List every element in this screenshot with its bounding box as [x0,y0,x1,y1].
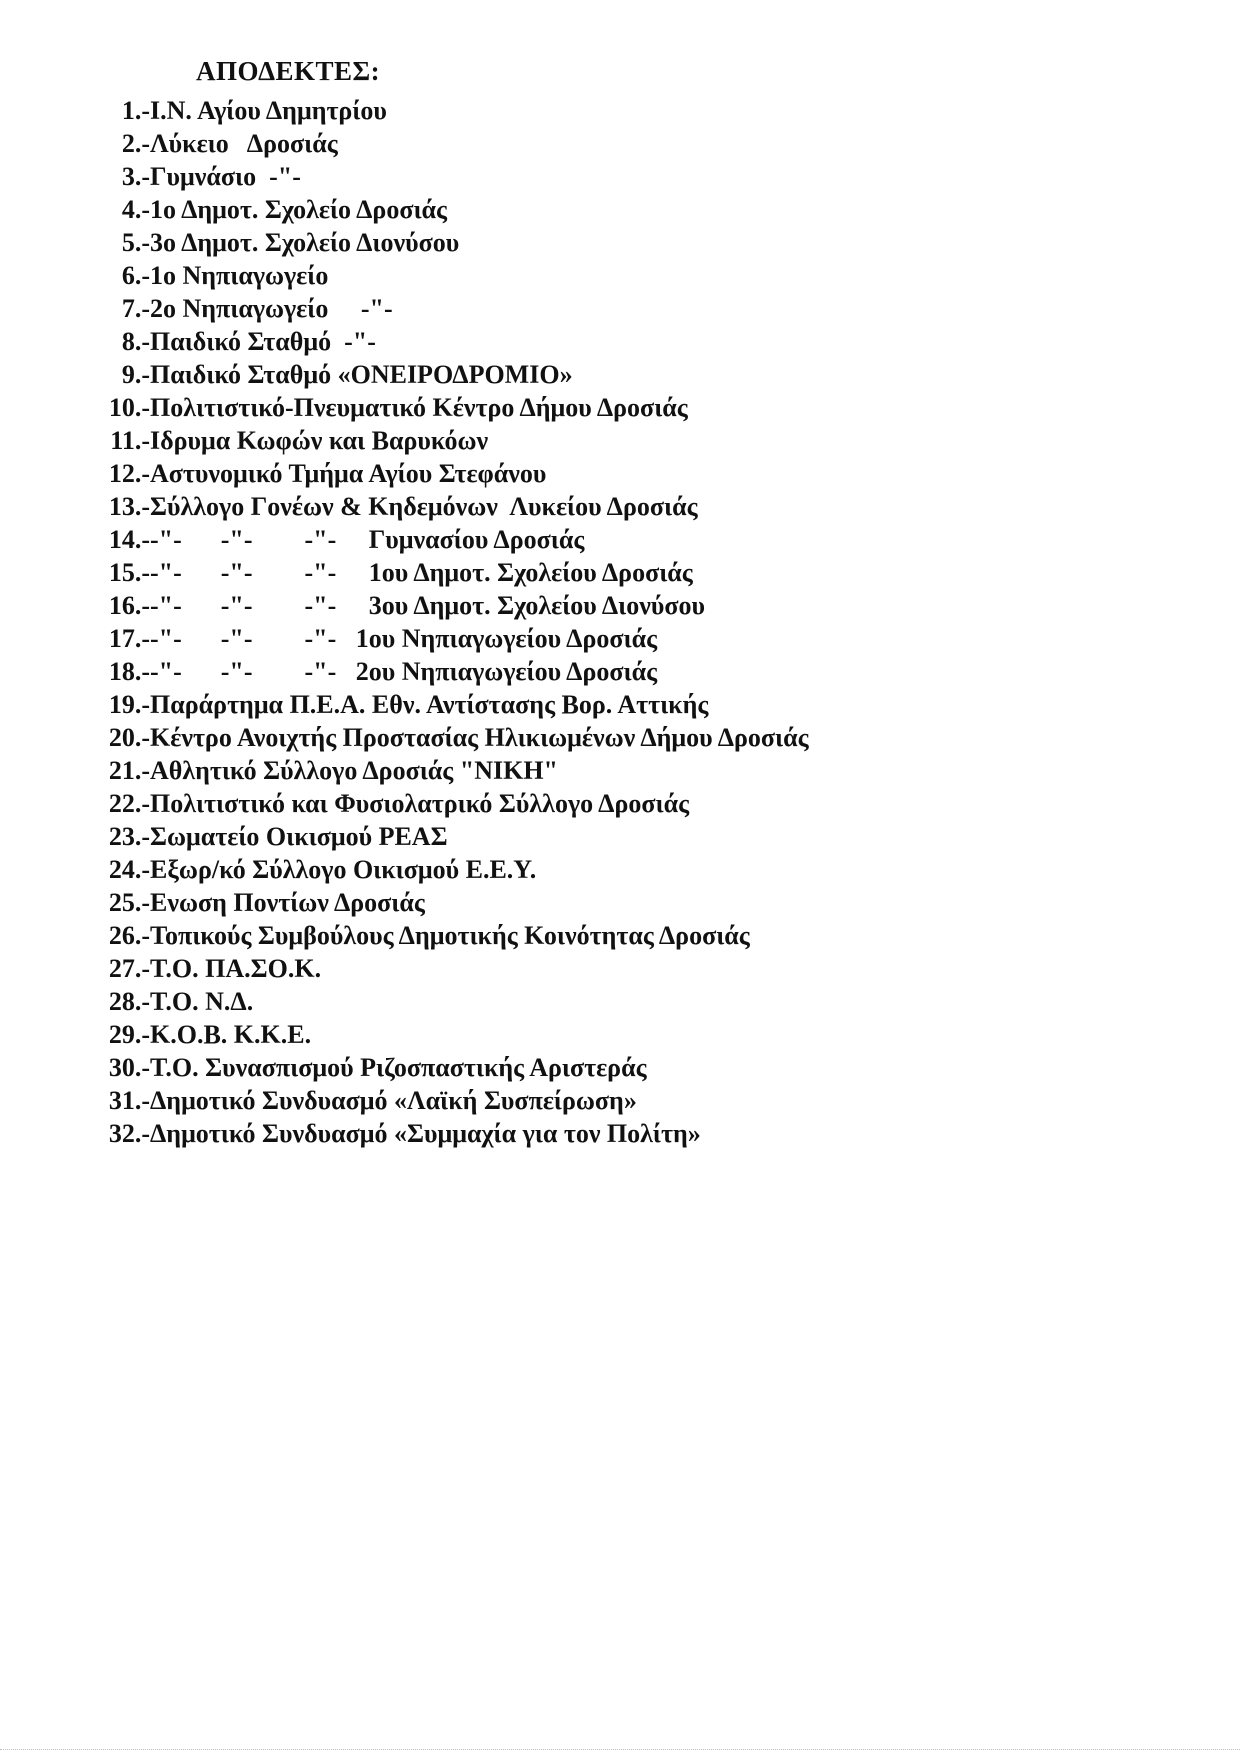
recipient-item [88,292,809,325]
recipient-number: 18.- [108,656,150,686]
recipient-number: 29.- [108,1019,150,1049]
recipient-number: 1.- [121,95,150,125]
recipient-name: 2ο Νηπιαγωγείο -"- [150,293,393,323]
recipient-name: Δημοτικό Συνδυασμό «Συμμαχία για τον Πολίτη» [150,1118,701,1148]
recipient-number: 15.- [108,557,150,587]
recipient-name: 1ο Νηπιαγωγείο [150,260,329,290]
recipient-name: Πολιτιστικό και Φυσιολατρικό Σύλλογο Δροσιάς [150,788,690,818]
recipient-name: -"- -"- -"- 3ου Δημοτ. Σχολείου Διονύσου [150,590,705,620]
recipient-name: Ι.Ν. Αγίου Δημητρίου [150,95,387,125]
recipient-name: Παράρτημα Π.Ε.Α. Εθν. Αντίστασης Βορ. Αττικής [150,689,709,719]
recipient-item [88,358,809,391]
recipient-number: 4.- [121,194,150,224]
recipient-number: 25.- [108,887,150,917]
recipient-number: 28.- [108,986,150,1016]
recipient-number: 20.- [108,722,150,752]
recipient-item [88,391,809,424]
recipient-item [88,1018,809,1051]
recipient-item [88,853,809,886]
recipient-name: Εξωρ/κό Σύλλογο Οικισμού Ε.Ε.Υ. [150,854,537,884]
recipient-item [88,919,809,952]
recipient-name: Παιδικό Σταθμό «ΟΝΕΙΡΟΔΡΟΜΙΟ» [150,359,573,389]
recipient-number: 13.- [108,491,150,521]
recipients-heading: ΑΠΟΔΕΚΤΕΣ: [196,56,381,86]
recipient-name: Σύλλογο Γονέων & Κηδεμόνων Λυκείου Δροσιάς [150,491,698,521]
recipient-name: -"- -"- -"- 1ου Δημοτ. Σχολείου Δροσιάς [150,557,693,587]
recipient-name: -"- -"- -"- 2ου Νηπιαγωγείου Δροσιάς [150,656,658,686]
recipient-item [88,490,809,523]
recipient-item [88,787,809,820]
recipient-item [88,886,809,919]
recipient-item [88,589,809,622]
recipient-item [88,655,809,688]
recipient-number: 8.- [121,326,150,356]
recipient-number: 10.- [108,392,150,422]
recipient-name: Τ.Ο. Ν.Δ. [150,986,254,1016]
recipient-item [88,985,809,1018]
recipient-number: 2.- [121,128,150,158]
recipient-name: Γυμνάσιο -"- [150,161,301,191]
recipient-name: Σωματείο Οικισμού ΡΕΑΣ [150,821,448,851]
recipient-item [88,688,809,721]
recipient-item [88,754,809,787]
recipient-number: 16.- [108,590,150,620]
recipients-list [88,94,809,1150]
recipient-item [88,820,809,853]
recipient-item [88,160,809,193]
recipient-name: -"- -"- -"- 1ου Νηπιαγωγείου Δροσιάς [150,623,658,653]
recipient-number: 26.- [108,920,150,950]
recipient-item [88,1051,809,1084]
recipient-item [88,1084,809,1117]
recipient-item [88,226,809,259]
recipient-number: 21.- [108,755,150,785]
recipient-item [88,94,809,127]
recipient-name: Δημοτικό Συνδυασμό «Λαϊκή Συσπείρωση» [150,1085,637,1115]
recipient-number: 27.- [108,953,150,983]
recipient-name: Τ.Ο. Συνασπισμού Ριζοσπαστικής Αριστεράς [150,1052,647,1082]
recipient-item [88,721,809,754]
recipient-number: 3.- [121,161,150,191]
recipient-item [88,556,809,589]
recipient-number: 9.- [121,359,150,389]
recipient-item [88,523,809,556]
recipient-item [88,424,809,457]
recipient-item [88,952,809,985]
recipient-name: Πολιτιστικό-Πνευματικό Κέντρο Δήμου Δροσιάς [150,392,688,422]
recipient-name: Κέντρο Ανοιχτής Προστασίας Ηλικιωμένων Δήμου Δροσιάς [150,722,809,752]
recipient-name: -"- -"- -"- Γυμνασίου Δροσιάς [150,524,585,554]
recipient-item [88,259,809,292]
recipient-item [88,325,809,358]
recipient-number: 31.- [108,1085,150,1115]
recipient-name: Λύκειο Δροσιάς [150,128,338,158]
recipient-number: 7.- [121,293,150,323]
recipient-name: Παιδικό Σταθμό -"- [150,326,376,356]
recipient-number: 11.- [110,425,150,455]
recipient-item [88,127,809,160]
recipient-name: Αστυνομικό Τμήμα Αγίου Στεφάνου [150,458,547,488]
recipient-name: Τ.Ο. ΠΑ.ΣΟ.Κ. [150,953,322,983]
recipient-number: 14.- [108,524,150,554]
recipient-number: 24.- [108,854,150,884]
recipient-number: 5.- [121,227,150,257]
recipient-item [88,622,809,655]
recipient-item [88,457,809,490]
recipient-name: Ιδρυμα Κωφών και Βαρυκόων [150,425,489,455]
recipient-name: 3ο Δημοτ. Σχολείο Διονύσου [150,227,460,257]
recipient-name: Κ.Ο.Β. Κ.Κ.Ε. [150,1019,312,1049]
recipient-number: 19.- [108,689,150,719]
recipient-number: 23.- [108,821,150,851]
recipient-number: 30.- [108,1052,150,1082]
scan-edge-rule [0,1749,1240,1750]
recipient-name: Τοπικούς Συμβούλους Δημοτικής Κοινότητας Δροσιάς [150,920,750,950]
recipient-item [88,193,809,226]
recipient-name: 1ο Δημοτ. Σχολείο Δροσιάς [150,194,448,224]
recipient-item [88,1117,809,1150]
recipient-name: Αθλητικό Σύλλογο Δροσιάς "ΝΙΚΗ" [150,755,558,785]
recipient-number: 17.- [108,623,150,653]
recipient-number: 32.- [108,1118,150,1148]
recipient-number: 22.- [108,788,150,818]
recipient-name: Ενωση Ποντίων Δροσιάς [150,887,425,917]
recipient-number: 12.- [108,458,150,488]
recipient-number: 6.- [121,260,150,290]
